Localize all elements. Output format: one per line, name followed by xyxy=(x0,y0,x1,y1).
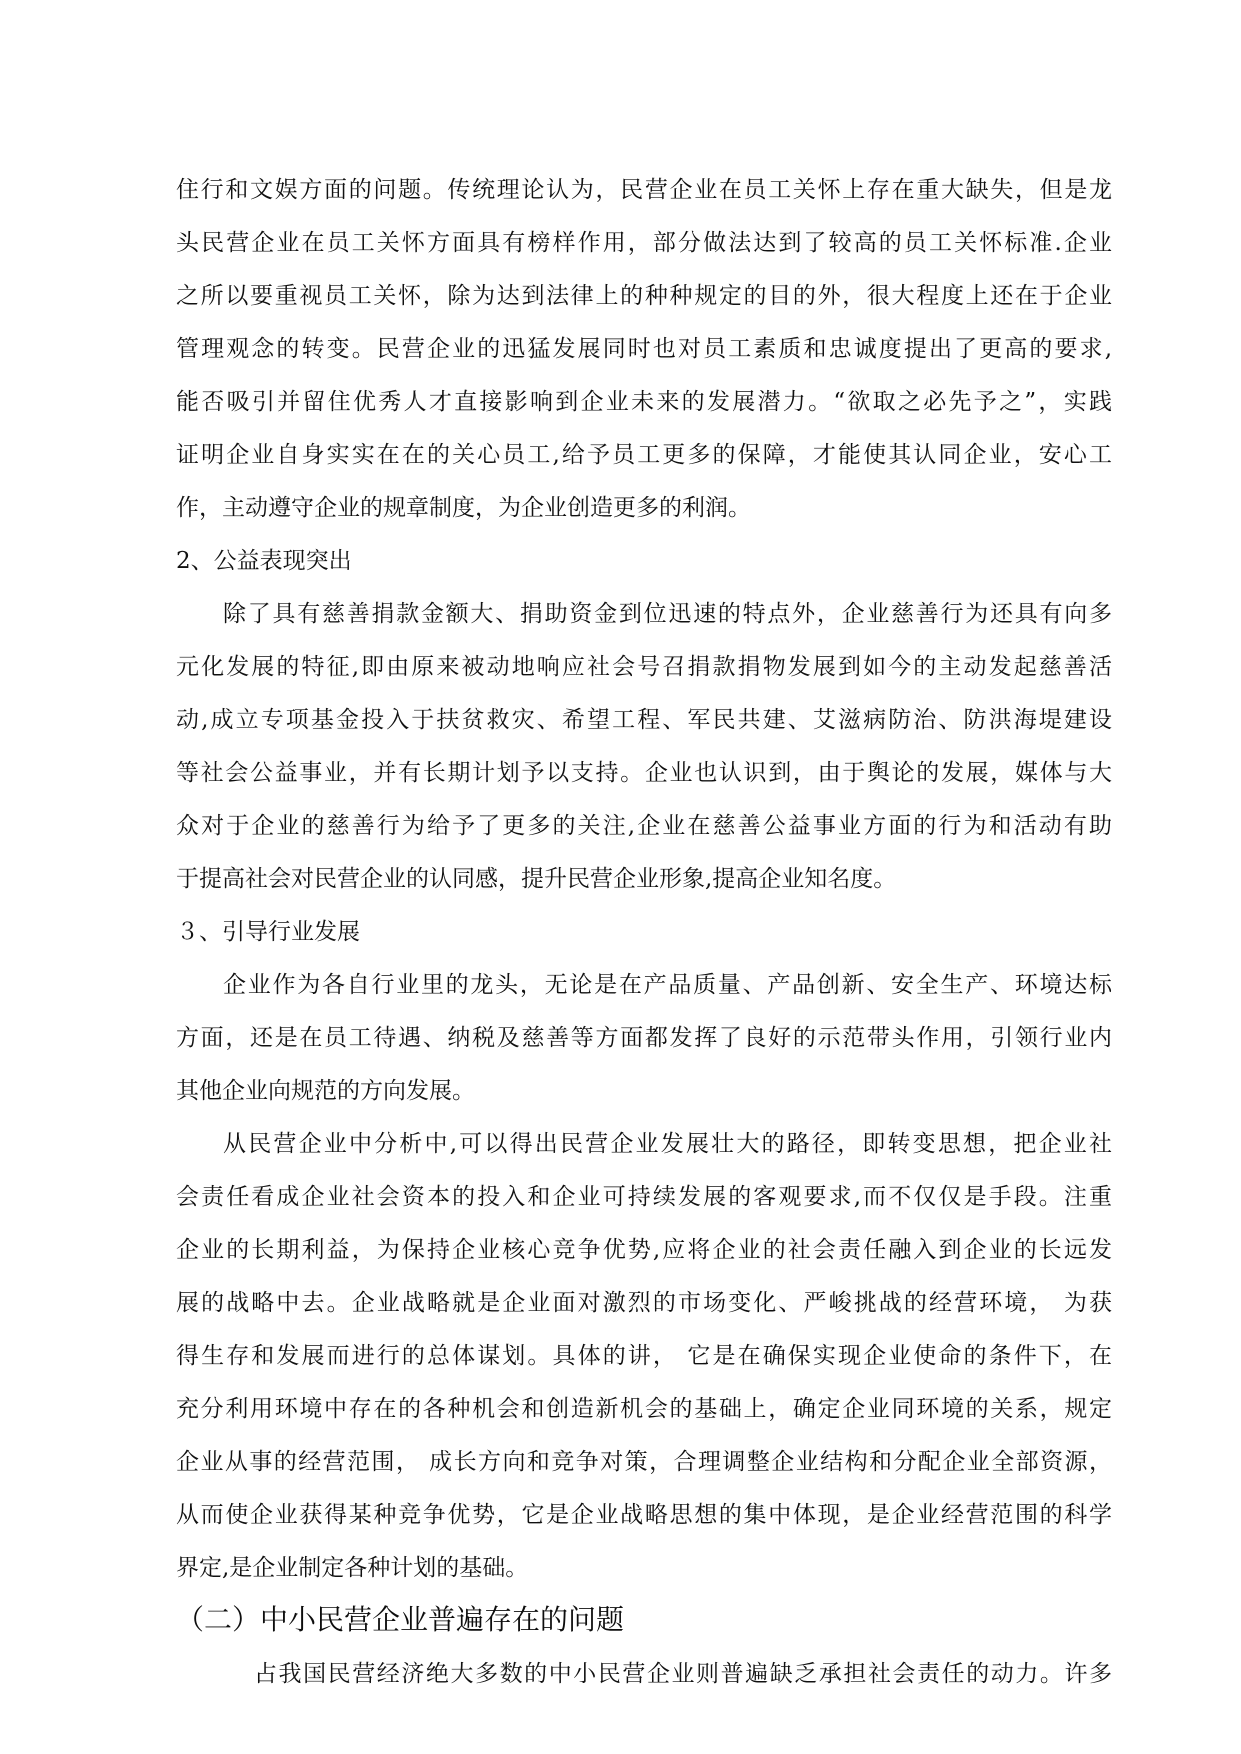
section3-line-3: 其他企业向规范的方向发展。 xyxy=(176,1078,475,1104)
intro-line-1: 住行和文娱方面的问题。传统理论认为，民营企业在员工关怀上存在重大缺失，但是龙 xyxy=(176,177,1112,203)
intro-line-4: 管理观念的转变。民营企业的迅猛发展同时也对员工素质和忠诚度提出了更高的要求, xyxy=(176,336,1112,362)
analysis-line-2: 会责任看成企业社会资本的投入和企业可持续发展的客观要求,而不仅仅是手段。注重 xyxy=(176,1184,1112,1210)
analysis-line-6: 充分利用环境中存在的各种机会和创造新机会的基础上，确定企业同环境的关系，规定 xyxy=(176,1396,1112,1422)
part2-line-1: 占我国民营经济绝大多数的中小民营企业则普遍缺乏承担社会责任的动力。许多 xyxy=(254,1661,1112,1687)
section-heading-industry-leadership: ３、引导行业发展 xyxy=(176,919,360,945)
analysis-line-4: 展的战略中去。企业战略就是企业面对激烈的市场变化、严峻挑战的经营环境， 为获 xyxy=(176,1290,1112,1316)
analysis-line-9: 界定,是企业制定各种计划的基础。 xyxy=(176,1555,529,1581)
analysis-line-3: 企业的长期利益，为保持企业核心竞争优势,应将企业的社会责任融入到企业的长远发 xyxy=(176,1237,1112,1263)
section2-line-1: 除了具有慈善捐款金额大、捐助资金到位迅速的特点外，企业慈善行为还具有向多 xyxy=(223,601,1112,627)
section2-line-3: 动,成立专项基金投入于扶贫救灾、希望工程、军民共建、艾滋病防治、防洪海堤建设 xyxy=(176,707,1112,733)
section2-line-4: 等社会公益事业，并有长期计划予以支持。企业也认识到，由于舆论的发展，媒体与大 xyxy=(176,760,1112,786)
intro-line-5: 能否吸引并留住优秀人才直接影响到企业未来的发展潜力。“欲取之必先予之”，实践 xyxy=(176,389,1112,415)
analysis-line-1: 从民营企业中分析中,可以得出民营企业发展壮大的路径，即转变思想，把企业社 xyxy=(223,1131,1112,1157)
analysis-line-5: 得生存和发展而进行的总体谋划。具体的讲， 它是在确保实现企业使命的条件下，在 xyxy=(176,1343,1112,1369)
analysis-line-8: 从而使企业获得某种竞争优势，它是企业战略思想的集中体现，是企业经营范围的科学 xyxy=(176,1502,1112,1528)
part2-heading: （二）中小民营企业普遍存在的问题 xyxy=(176,1603,625,1636)
section-heading-public-welfare: 2、公益表现突出 xyxy=(176,548,352,574)
intro-line-3: 之所以要重视员工关怀，除为达到法律上的种种规定的目的外，很大程度上还在于企业 xyxy=(176,283,1112,309)
intro-line-6: 证明企业自身实实在在的关心员工,给予员工更多的保障，才能使其认同企业，安心工 xyxy=(176,442,1112,468)
section2-line-2: 元化发展的特征,即由原来被动地响应社会号召捐款捐物发展到如今的主动发起慈善活 xyxy=(176,654,1112,680)
section3-line-2: 方面，还是在员工待遇、纳税及慈善等方面都发挥了良好的示范带头作用，引领行业内 xyxy=(176,1025,1112,1051)
section3-line-1: 企业作为各自行业里的龙头，无论是在产品质量、产品创新、安全生产、环境达标 xyxy=(223,972,1112,998)
intro-line-7: 作，主动遵守企业的规章制度，为企业创造更多的利润。 xyxy=(176,495,751,521)
section2-line-5: 众对于企业的慈善行为给予了更多的关注,企业在慈善公益事业方面的行为和活动有助 xyxy=(176,813,1112,839)
intro-line-2: 头民营企业在员工关怀方面具有榜样作用，部分做法达到了较高的员工关怀标准.企业 xyxy=(176,230,1112,256)
section2-line-6: 于提高社会对民营企业的认同感，提升民营企业形象,提高企业知名度。 xyxy=(176,866,897,892)
analysis-line-7: 企业从事的经营范围， 成长方向和竞争对策，合理调整企业结构和分配企业全部资源， xyxy=(176,1449,1112,1475)
